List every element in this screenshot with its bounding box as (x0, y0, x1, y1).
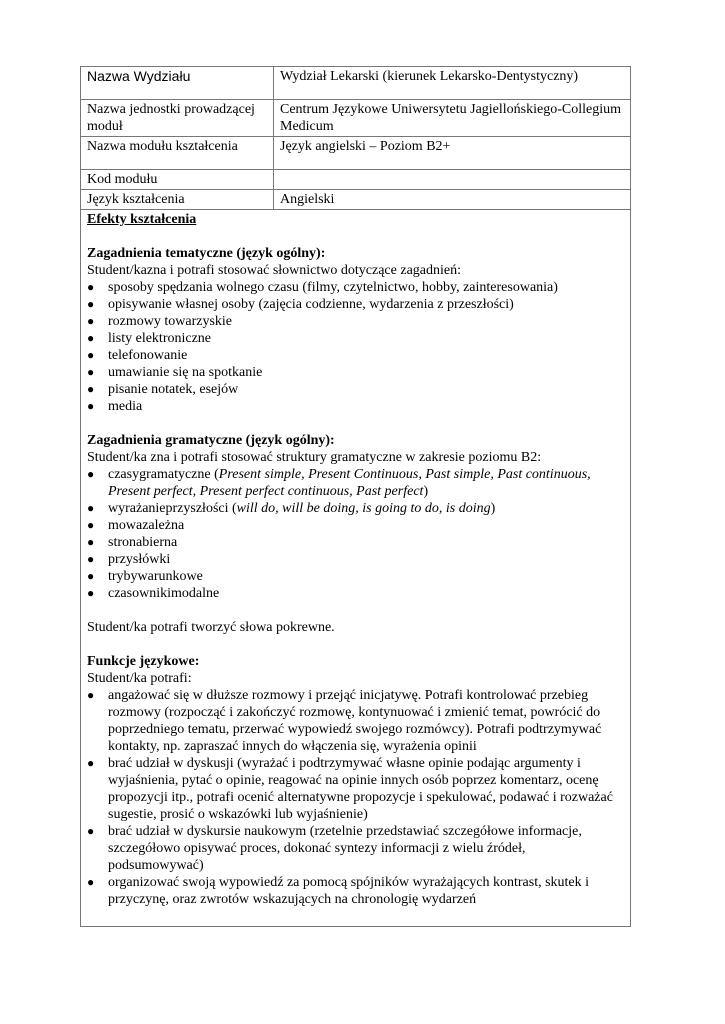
effects-heading: Efekty kształcenia (87, 212, 197, 227)
future-lead: wyrażanieprzyszłości ( (108, 501, 237, 516)
list-item: ● opisywanie własnej osoby (zajęcia codzienne, wydarzenia z przeszłości) (87, 296, 624, 313)
list-item: ● trybywarunkowe (87, 568, 624, 585)
grammar-list (87, 466, 624, 602)
list-item (87, 500, 624, 517)
tenses-list: Present simple, Present Continuous, Past simple, Past continuous, Present perfect, Present perfect continuous, Past perfect (108, 467, 591, 499)
grammar-heading: Zagadnienia gramatyczne (język ogólny): (87, 433, 335, 448)
grammar-intro: Student/ka zna i potrafi stosować struktury gramatyczne w zakresie poziomu B2: (87, 450, 542, 465)
list-item (87, 466, 624, 500)
thematic-heading: Zagadnienia tematyczne (język ogólny): (87, 246, 326, 261)
module-info-table (80, 66, 631, 210)
table-row (81, 190, 631, 210)
list-item: ● przysłówki (87, 551, 624, 568)
grammar-note: Student/ka potrafi tworzyć słowa pokrewne. (87, 620, 335, 635)
row-value-faculty: Wydział Lekarski (kierunek Lekarsko-Dentystyczny) (274, 67, 631, 100)
list-item: ● brać udział w dyskursie naukowym (rzetelnie przedstawiać szczegółowe informacje, szczegółowo opisywać proces, dokonać syntezy informacji z wielu źródeł, podsumowywać) (87, 823, 624, 874)
row-value-unit: Centrum Językowe Uniwersytetu Jagiellońskiego-Collegium Medicum (274, 100, 631, 137)
row-label-module: Nazwa modułu kształcenia (81, 137, 274, 170)
row-value-language: Angielski (274, 190, 631, 210)
thematic-list (87, 279, 624, 415)
list-item: ● pisanie notatek, esejów (87, 381, 624, 398)
row-label-faculty: Nazwa Wydziału (81, 67, 274, 100)
future-tail: ) (490, 501, 496, 516)
functions-list (87, 687, 624, 908)
row-label-unit: Nazwa jednostki prowadzącej moduł (81, 100, 274, 137)
list-item: ● brać udział w dyskusji (wyrażać i podtrzymywać własne opinie podając argumenty i wyjaśnienia, pytać o opinie, reagować na opinie innych osób poprzez komentarz, ocenę propozycji itp., potrafi ocenić alternatywne propozycje i spekulować, podawać i rozważać sugestie, prosić o wskazówki lub wyjaśnienie) (87, 755, 624, 823)
list-item: ● organizować swoją wypowiedź za pomocą spójników wyrażających kontrast, skutek i przyczynę, oraz zwrotów wskazujących na chronologię wydarzeń (87, 874, 624, 908)
thematic-intro: Student/kazna i potrafi stosować słownictwo dotyczące zagadnień: (87, 263, 461, 278)
functions-intro: Student/ka potrafi: (87, 671, 192, 686)
table-row (81, 67, 631, 100)
list-item: ● media (87, 398, 624, 415)
learning-outcomes-cell (80, 210, 631, 927)
row-value-module: Język angielski – Poziom B2+ (274, 137, 631, 170)
table-row (81, 100, 631, 137)
row-label-code: Kod modułu (81, 170, 274, 190)
row-label-language: Język kształcenia (81, 190, 274, 210)
future-forms: will do, will be doing, is going to do, is doing (236, 501, 491, 516)
list-item: ● mowazależna (87, 517, 624, 534)
row-value-code (274, 170, 631, 190)
tenses-lead: czasygramatyczne ( (108, 467, 219, 482)
list-item: ● angażować się w dłuższe rozmowy i przejąć inicjatywę. Potrafi kontrolować przebieg rozmowy (rozpocząć i zakończyć rozmowę, kontynuować i zmienić temat, powrócić do poprzedniego tematu, przerwać wypowiedź swojego rozmówcy). Potrafi podtrzymywać kontakty, np. zapraszać innych do włączenia się, wyrażenia opinii (87, 687, 624, 755)
tenses-tail: ) (423, 484, 429, 499)
list-item: ● stronabierna (87, 534, 624, 551)
list-item: ● umawianie się na spotkanie (87, 364, 624, 381)
list-item: ● listy elektroniczne (87, 330, 624, 347)
document-page (80, 66, 631, 927)
table-row (81, 137, 631, 170)
list-item: ● rozmowy towarzyskie (87, 313, 624, 330)
list-item: ● sposoby spędzania wolnego czasu (filmy, czytelnictwo, hobby, zainteresowania) (87, 279, 624, 296)
list-item: ● telefonowanie (87, 347, 624, 364)
list-item: ● czasownikimodalne (87, 585, 624, 602)
table-row (81, 170, 631, 190)
functions-heading: Funkcje językowe: (87, 654, 200, 669)
